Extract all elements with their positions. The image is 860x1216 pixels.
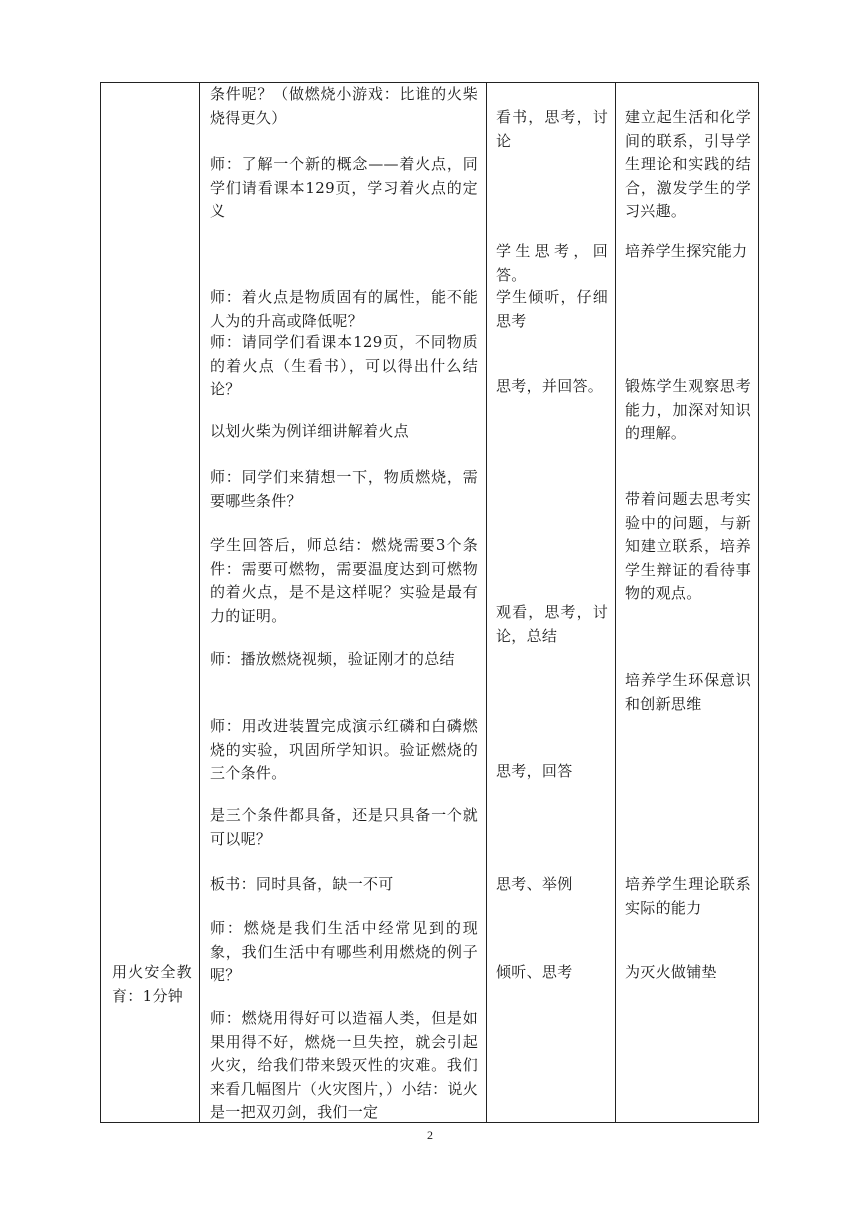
teacher-text-4: 师：请同学们看课本129页，不同物质的着火点（生看书），可以得出什么结论？ bbox=[210, 333, 478, 398]
column-divider-1 bbox=[199, 82, 200, 1122]
section-label: 用火安全教育：1分钟 bbox=[112, 963, 192, 1005]
design-intent-2: 培养学生探究能力 bbox=[625, 242, 748, 260]
student-activity-6: 思考，回答 bbox=[496, 762, 573, 780]
student-activity-1: 看书，思考，讨论 bbox=[496, 108, 608, 150]
page-number: 2 bbox=[427, 1128, 433, 1142]
student-activity-2: 学生思考，回答。 bbox=[496, 242, 608, 284]
design-intent-4: 带着问题去思考实验中的问题，与新知建立联系，培养学生辩证的看待事物的观点。 bbox=[625, 490, 751, 602]
table-left-border bbox=[100, 82, 101, 1122]
teacher-text-5: 以划火柴为例详细讲解着火点 bbox=[210, 422, 409, 440]
table-right-border bbox=[758, 82, 759, 1122]
design-intent-7: 为灭火做铺垫 bbox=[625, 963, 717, 981]
teacher-text-13: 师：燃烧用得好可以造福人类，但是如果用得不好，燃烧一旦失控，就会引起火灾，给我们带来毁灭性的灾难。我们来看几幅图片（火灾图片，）小结：说火是一把双刃剑，我们一定 bbox=[210, 1009, 478, 1121]
student-activity-7: 思考、举例 bbox=[496, 875, 573, 893]
teacher-text-10: 是三个条件都具备，还是只具备一个就可以呢？ bbox=[210, 806, 478, 848]
design-intent-5: 培养学生环保意识和创新思维 bbox=[625, 671, 751, 713]
student-activity-5: 观看，思考，讨论，总结 bbox=[496, 603, 608, 645]
teacher-text-9: 师：用改进装置完成演示红磷和白磷燃烧的实验，巩固所学知识。验证燃烧的三个条件。 bbox=[210, 717, 478, 782]
column-divider-3 bbox=[615, 82, 616, 1122]
student-activity-4: 思考，并回答。 bbox=[496, 377, 604, 395]
teacher-text-6: 师：同学们来猜想一下，物质燃烧，需要哪些条件？ bbox=[210, 468, 478, 510]
teacher-text-12: 师：燃烧是我们生活中经常见到的现象，我们生活中有哪些利用燃烧的例子呢？ bbox=[210, 919, 478, 984]
teacher-text-11: 板书：同时具备，缺一不可 bbox=[210, 875, 394, 893]
student-activity-8: 倾听、思考 bbox=[496, 963, 573, 981]
teacher-text-1: 条件呢？（做燃烧小游戏：比谁的火柴烧得更久） bbox=[210, 85, 478, 127]
student-activity-3: 学生倾听，仔细思考 bbox=[496, 288, 608, 330]
design-intent-1: 建立起生活和化学间的联系，引导学生理论和实践的结合，激发学生的学习兴趣。 bbox=[625, 108, 751, 220]
teacher-text-7: 学生回答后，师总结：燃烧需要3个条件：需要可燃物，需要温度达到可燃物的着火点，是不是这样呢？实验是最有力的证明。 bbox=[210, 536, 478, 625]
design-intent-6: 培养学生理论联系实际的能力 bbox=[625, 875, 751, 917]
teacher-text-3: 师：着火点是物质固有的属性，能不能人为的升高或降低呢？ bbox=[210, 288, 478, 330]
column-divider-2 bbox=[486, 82, 487, 1122]
teacher-text-8: 师：播放燃烧视频，验证刚才的总结 bbox=[210, 650, 455, 668]
teacher-text-2: 师：了解一个新的概念——着火点，同学们请看课本129页，学习着火点的定义 bbox=[210, 155, 478, 220]
design-intent-3: 锻炼学生观察思考能力，加深对知识的理解。 bbox=[625, 377, 751, 442]
